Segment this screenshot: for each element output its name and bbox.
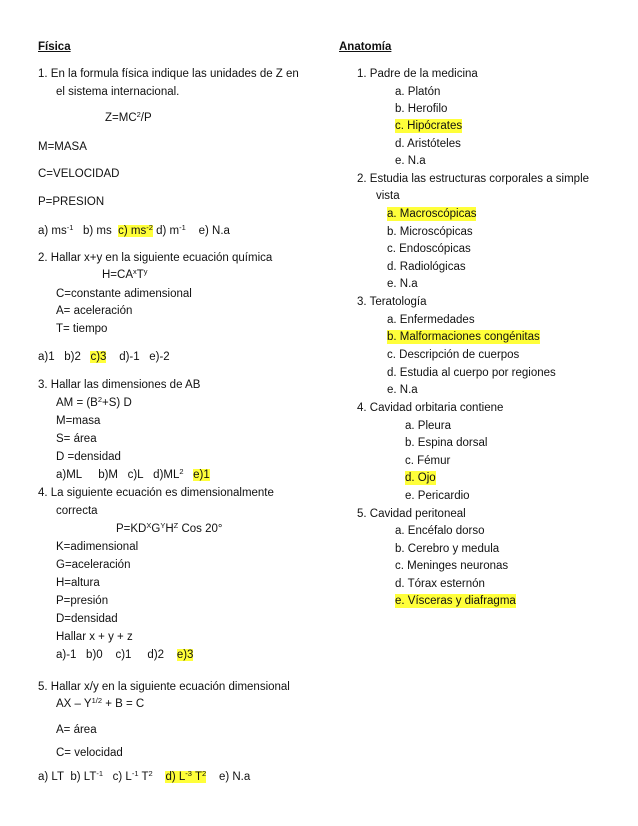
anat-q5-option-b: b. Cerebro y medula [395,543,500,555]
q4-option-b: b)0 [86,649,103,661]
q1-def-mass: M=MASA [38,141,87,153]
q4-def-d: D=densidad [56,613,118,625]
anat-q3-text: 3. Teratología [357,296,427,308]
q3-answers [56,468,210,482]
q2-def-a: A= aceleración [56,305,133,317]
q4-text-line2: correcta [56,505,98,517]
q4-option-a: a)-1 [56,649,77,661]
q5-option-d-highlighted: d) $L^{-3}$ $T^2$ [165,769,207,783]
q4-option-d: d)2 [147,649,165,661]
q2-option-d: d)-1 [119,351,140,363]
anat-q4-option-c: c. Fémur [405,455,451,467]
q2-answers [38,350,170,364]
q2-option-e: e)-2 [149,351,170,363]
q5-formula: AX – $Y^{1/2} + B = C$ [56,696,145,710]
anat-q5-option-c: c. Meninges neuronas [395,560,509,572]
q1-option-b: b) ms [83,225,112,237]
anat-q4-option-b: b. Espina dorsal [405,437,488,449]
anat-q2-option-e: e. N.a [387,278,418,290]
q1-option-a: a) $ms^{-1}$ [38,223,74,237]
q5-option-b: b) $LT^{-1}$ [70,769,104,783]
q4-option-c: c)1 [115,649,132,661]
q3-formula: AM = $(B^2+S)$ D [56,395,132,409]
q3-option-b: b)M [98,469,118,481]
anat-q3-option-a: a. Enfermedades [387,314,475,326]
anat-q1-option-e: e. N.a [395,155,426,167]
q3-option-a: a)ML [56,469,83,481]
q1-formula: $Z=MC^2/P$ [105,110,152,124]
anat-q2-option-b: b. Microscópicas [387,226,473,238]
q2-text: 2. Hallar x+y en la siguiente ecuación química [38,252,273,264]
anat-q3-option-e: e. N.a [387,384,418,396]
anat-q4-option-a: a. Pleura [405,420,452,432]
q1-option-d: d) $m^{-1}$ [156,223,186,237]
anat-q4-option-e: e. Pericardio [405,490,470,502]
q1-option-c-highlighted: c) $ms^{-2}$ [118,223,153,237]
q3-def-s: S= área [56,433,97,445]
q4-text-line1: 4. La siguiente ecuación es dimensionalmente [38,487,274,499]
q2-formula: $H=CA^xT^y$ [102,267,148,281]
anat-q4-option-d-highlighted: d. Ojo [405,472,436,484]
anat-q2-option-a-highlighted: a. Macroscópicas [387,208,477,220]
q3-def-d: D =densidad [56,451,121,463]
q3-option-d: $d)ML^2$ [153,467,184,481]
q1-def-pressure: P=PRESION [38,196,105,208]
anat-q1-option-d: d. Aristóteles [395,138,461,150]
q4-option-e-highlighted: e)3 [176,649,194,661]
anat-q5-text: 5. Cavidad peritoneal [357,508,466,520]
q2-option-a: a)1 [38,351,55,363]
q5-option-a: a) LT [38,771,64,783]
q3-text: 3. Hallar las dimensiones de AB [38,379,201,391]
anat-q1-option-b: b. Herofilo [395,103,448,115]
q1-text-line2: el sistema internacional. [56,86,180,98]
q2-def-t: T= tiempo [56,323,108,335]
anat-q5-option-a: a. Encéfalo dorso [395,525,485,537]
q4-def-k: K=adimensional [56,541,139,553]
q4-def-g: G=aceleración [56,559,131,571]
q5-def-a: A= área [56,724,97,736]
q3-option-c: c)L [127,469,144,481]
anat-q2-text-line1: 2. Estudia las estructuras corporales a simple [357,173,590,185]
q5-option-c: c) $L^{-1}$ $T^2$ [112,769,153,783]
anat-q2-text-line2: vista [376,190,400,202]
q5-option-e: e) N.a [218,771,251,783]
anatomy-heading: Anatomía [339,41,392,53]
q1-answers [38,224,230,238]
q5-def-c: C= velocidad [56,747,123,759]
q2-def-c: C=constante adimensional [56,288,192,300]
anat-q2-option-c: c. Endoscópicas [387,243,471,255]
q2-option-c-highlighted: c)3 [90,351,107,363]
physics-heading: Física [38,41,71,53]
q4-answers [56,648,193,662]
q5-answers [38,770,250,784]
q1-option-e: e) N.a [198,225,230,237]
q3-def-m: M=masa [56,415,101,427]
q4-def-h: H=altura [56,577,100,589]
q1-text-line1: 1. En la formula física indique las unidades de Z en [38,68,299,80]
q4-instruction: Hallar x + y + z [56,631,133,643]
anat-q4-text: 4. Cavidad orbitaria contiene [357,402,504,414]
q5-text: 5. Hallar x/y en la siguiente ecuación dimensional [38,681,290,693]
anat-q3-option-b-highlighted: b. Malformaciones congénitas [387,331,540,343]
anat-q1-option-a: a. Platón [395,86,441,98]
anat-q5-option-d: d. Tórax esternón [395,578,485,590]
q4-def-p: P=presión [56,595,109,607]
anat-q1-text: 1. Padre de la medicina [357,68,478,80]
anat-q2-option-d: d. Radiológicas [387,261,466,273]
q4-formula: $P=KD^XG^YH^Z$ Cos 20° [116,521,223,535]
q3-option-e-highlighted: e)1 [193,469,210,481]
anat-q5-option-e-highlighted: e. Vísceras y diafragma [395,595,516,607]
anat-q3-option-c: c. Descripción de cuerpos [387,349,520,361]
anat-q3-option-d: d. Estudia al cuerpo por regiones [387,367,556,379]
q2-option-b: b)2 [64,351,81,363]
q1-def-velocity: C=VELOCIDAD [38,168,120,180]
anat-q1-option-c-highlighted: c. Hipócrates [395,120,463,132]
